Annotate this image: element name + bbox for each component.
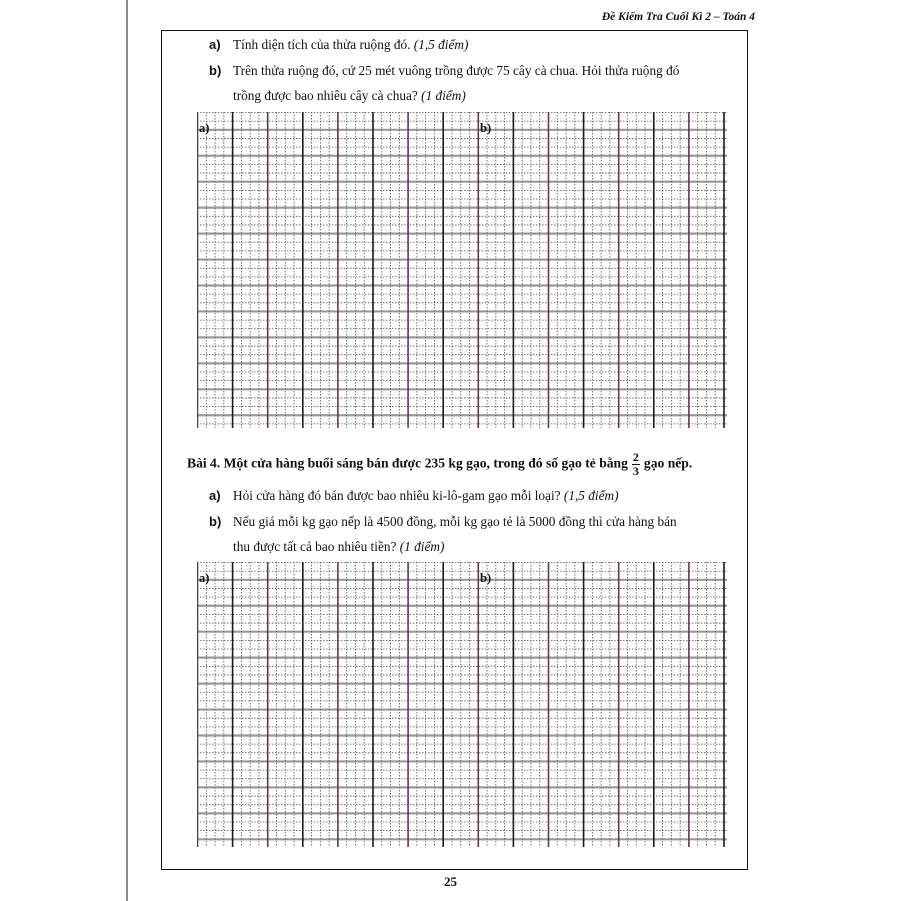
problem3-part-b	[209, 63, 679, 79]
problem4-title	[187, 451, 692, 478]
grid-label-a: a)	[199, 571, 210, 585]
part-label: a)	[209, 488, 221, 503]
problem3-part-a	[209, 37, 468, 53]
problem4-title-suffix: gạo nếp.	[643, 455, 693, 471]
grid-label-b: b)	[480, 571, 492, 585]
grid-label-b: b)	[480, 121, 492, 135]
part-points: (1,5 điểm)	[563, 488, 619, 503]
problem3-part-b-cont	[233, 88, 466, 104]
part-points: (1 điểm)	[421, 88, 466, 103]
part-text: thu được tất cả bao nhiêu tiền?	[233, 539, 397, 554]
part-label: b)	[209, 514, 222, 529]
page-number: 25	[444, 874, 457, 889]
problem4-title-prefix: Bài 4. Một cửa hàng buổi sáng bán được 235 kg gạo, trong đó số gạo tẻ bằng	[187, 455, 628, 471]
problem4-part-b	[209, 514, 677, 530]
grid-lines	[197, 562, 727, 847]
grid-label-a: a)	[199, 121, 210, 135]
part-text: trồng được bao nhiêu cây cà chua?	[233, 88, 418, 103]
fraction	[632, 451, 640, 478]
grid-lines	[197, 112, 727, 428]
fraction-numerator: 2	[632, 450, 639, 464]
problem4-part-b-cont	[233, 539, 444, 555]
part-text: Hỏi cửa hàng đó bán được bao nhiêu ki-lô-gam gạo mỗi loại?	[233, 488, 561, 503]
fraction-denominator: 3	[632, 464, 639, 478]
part-label: a)	[209, 37, 221, 52]
part-text: Tính diện tích của thửa ruộng đó.	[233, 37, 411, 52]
part-points: (1,5 điểm)	[413, 37, 469, 52]
problem4-part-a	[209, 488, 619, 504]
page-edge	[126, 0, 128, 901]
answer-grid-problem4[interactable]	[197, 562, 727, 847]
part-points: (1 điểm)	[399, 539, 445, 554]
part-text: Nếu giá mỗi kg gạo nếp là 4500 đồng, mỗi kg gạo tẻ là 5000 đồng thì cửa hàng bán	[233, 514, 677, 529]
page-header: Đề Kiểm Tra Cuối Kì 2 – Toán 4	[601, 11, 755, 23]
part-text: Trên thửa ruộng đó, cứ 25 mét vuông trồng được 75 cây cà chua. Hỏi thửa ruộng đó	[233, 63, 680, 78]
answer-grid-problem3[interactable]	[197, 112, 727, 428]
part-label: b)	[209, 63, 222, 78]
